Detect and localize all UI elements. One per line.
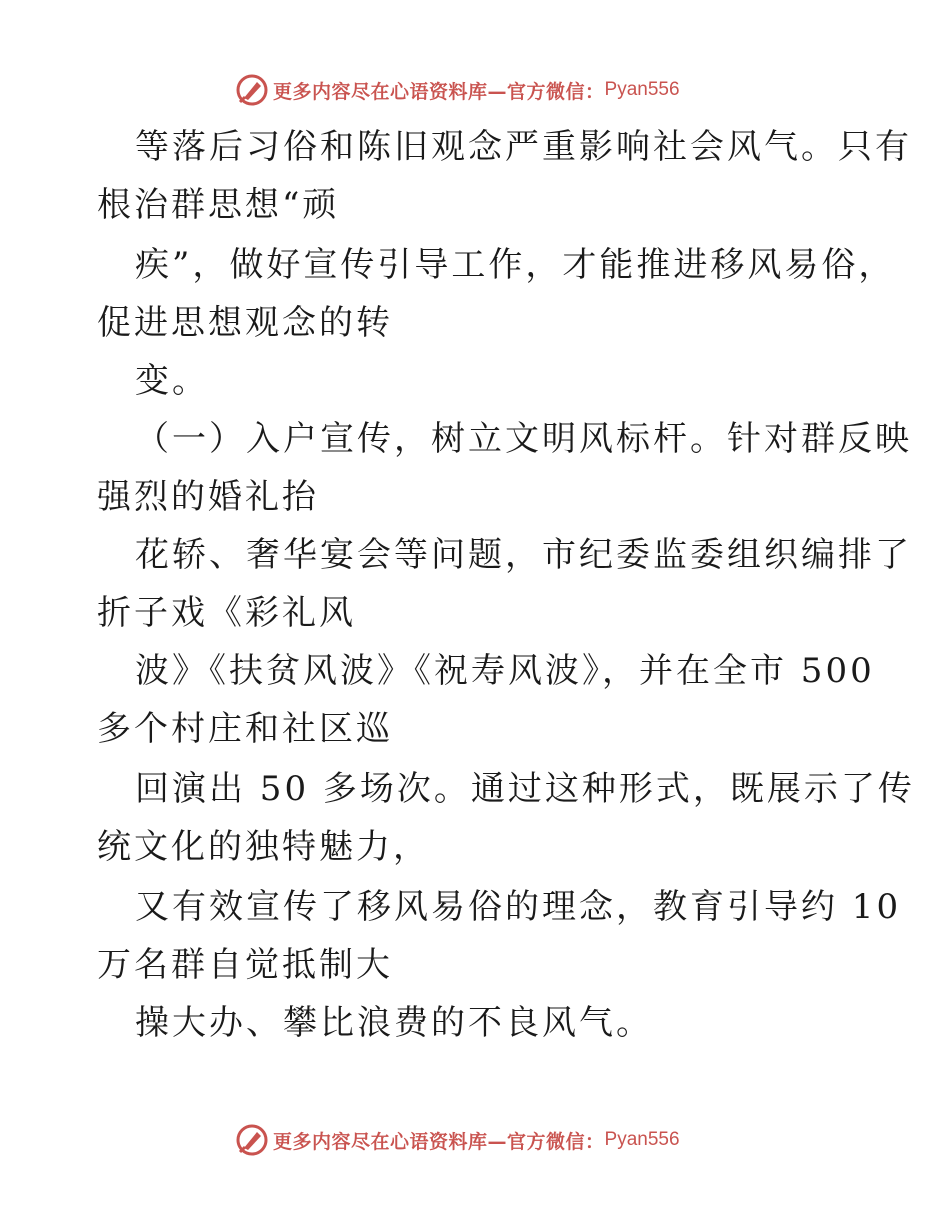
watermark-account: Pyan556	[604, 1129, 680, 1150]
pen-nib-logo-icon	[235, 73, 269, 107]
body-line: 万名群自觉抵制大	[97, 945, 393, 985]
body-line: 回演出 50 多场次。通过这种形式，既展示了传	[135, 769, 915, 809]
body-line: 波》《扶贫风波》《祝寿风波》，并在全市 500	[135, 651, 875, 691]
body-line: 又有效宣传了移风易俗的理念，教育引导约 10	[135, 887, 902, 927]
body-line: 等落后习俗和陈旧观念严重影响社会风气。只有	[135, 127, 912, 167]
footer-watermark-banner	[235, 1120, 680, 1160]
body-line: 折子戏《彩礼风	[97, 593, 356, 633]
body-line: 变。	[135, 361, 209, 401]
header-watermark-banner	[235, 70, 680, 110]
body-line: 强烈的婚礼抬	[97, 477, 319, 517]
body-line: 统文化的独特魅力，	[97, 827, 430, 867]
body-line: 根治群思想“顽	[97, 185, 340, 225]
body-line: 花轿、奢华宴会等问题，市纪委监委组织编排了	[135, 535, 912, 575]
watermark-account: Pyan556	[604, 79, 680, 100]
body-line: 操大办、攀比浪费的不良风气。	[135, 1003, 653, 1043]
body-line: 疾”，做好宣传引导工作，才能推进移风易俗，	[135, 245, 896, 285]
body-line: 促进思想观念的转	[97, 303, 393, 343]
watermark-text: 更多内容尽在心语资料库—官方微信：	[273, 1130, 605, 1153]
watermark-text: 更多内容尽在心语资料库—官方微信：	[273, 80, 605, 103]
pen-nib-logo-icon	[235, 1123, 269, 1157]
body-line: （一）入户宣传，树立文明风标杆。针对群反映	[135, 419, 912, 459]
body-line: 多个村庄和社区巡	[97, 709, 393, 749]
